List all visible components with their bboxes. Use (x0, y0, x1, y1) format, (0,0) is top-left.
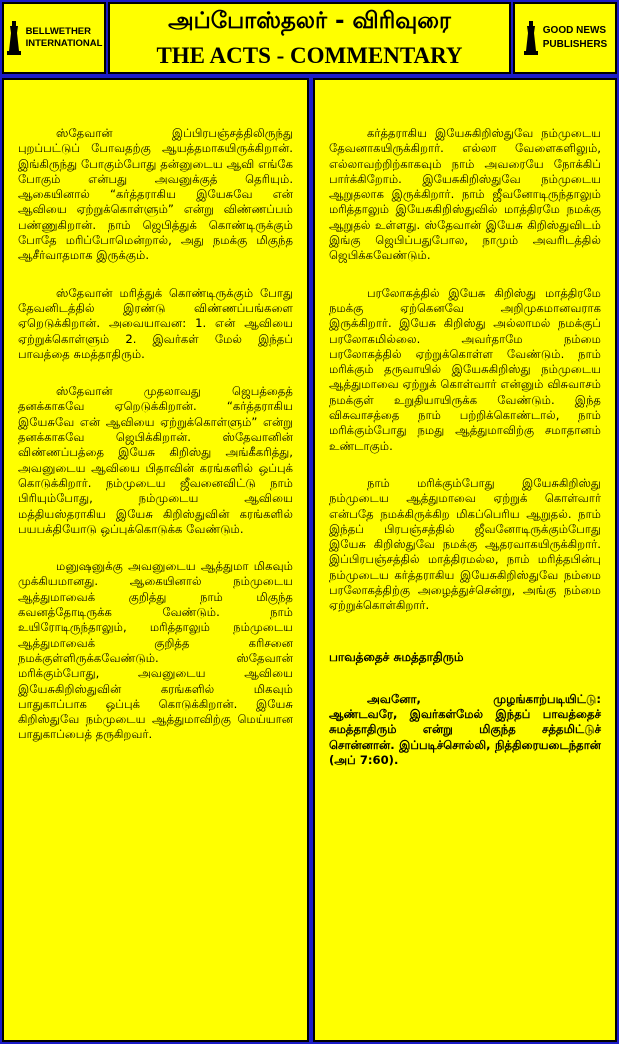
paragraph: ஸ்தேவான் மரித்துக் கொண்டிருக்கும் போது தேவனிடத்தில் இரண்டு விண்ணப்பங்களை ஏறெடுக்கிறான். அவையாவன: 1. என் ஆவியை ஏற்றுக்கொள்ளும் 2. இவர்கள் மேல் இந்தப் பாவத்தை சுமத்தாதிரும். (18, 285, 293, 361)
right-column (313, 78, 617, 1042)
bellwether-logo-text (26, 26, 103, 50)
left-column (2, 78, 309, 1042)
paragraph: நாம் மரிக்கும்போது இயேசுகிறிஸ்து நம்முடைய ஆத்துமாவை ஏற்றுக் கொள்வார் என்பதே நமக்கிருக்கிற மிகப்பெரிய ஆறுதல். நாம் இந்தப் பிரபஞ்சத்தில் ஜீவனோடிருக்கும்போது இயேசு கிறிஸ்துவே நமக்கு ஆதரவாகயிருக்கிறார். இப்பிரபஞ்சத்தில் மாத்திரமல்ல, நாம் மரித்தபின்பு நம்முடைய கர்த்தராகிய இயேசுகிறிஸ்துவே நம்மை பரலோகத்திற்கு அழைத்துச்சென்று, அங்கு நம்மை ஏற்றுக்கொள்கிறார். (329, 475, 601, 613)
scripture-quote: அவனோ, முழங்காற்படியிட்டு: ஆண்டவரே, இவர்கள்மேல் இந்தப் பாவத்தைச் சுமத்தாதிரும் என்று மிகுந்த சத்தமிட்டுச் சொன்னான். இப்படிச்சொல்லி, நித்திரையடைந்தான் (அப் 7:60). (329, 691, 601, 767)
logo-line2: PUBLISHERS (542, 39, 608, 50)
logo-line1: BELLWETHER (25, 26, 92, 37)
bellwether-logo (2, 2, 106, 74)
content-area (2, 78, 617, 1042)
tower-icon (6, 21, 22, 55)
section-heading: பாவத்தைச் சுமத்தாதிரும் (329, 649, 464, 664)
paragraph: மனுஷனுக்கு அவனுடைய ஆத்துமா மிகவும் முக்கியமானது. ஆகையினால் நம்முடைய ஆத்துமாவைக் குறித்து நாம் மிகுந்த கவனத்தோடிருக்க வேண்டும். நாம் உயிரோடிருந்தாலும், மரித்தாலும் நம்முடைய ஆத்துமாவைக் குறித்த கரிசனை நமக்குள்ளிருக்கவேண்டும். ஸ்தேவான் மரிக்கும்போது, அவனுடைய ஆவியை இயேசுகிறிஸ்துவின் கரங்களில் மிகவும் பாதுகாப்பாக ஒப்புக் கொடுக்கிறான். இயேசு கிறிஸ்துவே நம்முடைய ஆத்துமாவிற்கு மெய்யான பாதுகாப்பைத் தருகிறவர். (18, 559, 293, 742)
logo-line2: INTERNATIONAL (25, 38, 103, 49)
paragraph: ஸ்தேவான் இப்பிரபஞ்சத்திலிருந்து புறப்பட்டுப் போவதற்கு ஆயத்தமாகயிருக்கிறான். இங்கிருந்து போகும்போது தன்னுடைய ஆவி எங்கே போகும் என்பது அவனுக்குத் தெரியும். ஆகையினால் “கர்த்தராகிய இயேசுவே என் ஆவியை ஏற்றுக்கொள்ளும்” என்று விண்ணப்பம் பண்ணுகிறான். நாம் ஜெபித்துக் கொண்டிருக்கும் போதே மரிப்போமென்றால், அது நமக்கு மிகுந்த ஆசீர்வாதமாக இருக்கும். (18, 126, 293, 263)
logo-line1: GOOD NEWS (542, 25, 607, 36)
paragraph: கர்த்தராகிய இயேசுகிறிஸ்துவே நம்முடைய தேவனாகயிருக்கிறார். எல்லா வேளைகளிலும், எல்லாவற்றிற்காகவும் நாம் அவரையே நோக்கிப் பார்க்கிறோம். இயேசுகிறிஸ்துவே நம்முடைய ஆறுதலாக இருக்கிறார். நாம் ஜீவனோடிருந்தாலும் மரித்தாலும் இயேசுகிறிஸ்துவில் மாத்திரமே நமக்கு ஆறுதல் உள்ளது. ஸ்தேவான் இயேசு கிறிஸ்துவிடம் இங்கு ஜெபிப்பதுபோல, நாமும் அவரிடத்தில் ஜெபிக்கவேண்டும். (329, 126, 601, 263)
good-news-logo-text (543, 24, 607, 52)
page-title-english: THE ACTS - COMMENTARY (156, 42, 463, 68)
good-news-logo (513, 2, 617, 74)
paragraph: ஸ்தேவான் முதலாவது ஜெபத்தைத் தனக்காகவே ஏறெடுக்கிறான். “கர்த்தராகிய இயேசுவே என் ஆவியை ஏற்றுக்கொள்ளும்” என்று தனக்காகவே ஜெபிக்கிறான். ஸ்தேவானின் விண்ணப்பத்தை இயேசு கிறிஸ்து அங்கீகரித்து, அவனுடைய ஆவியை பிதாவின் கரங்களில் ஒப்புக் கொடுக்கிறார். நம்முடைய ஜீவனைவிட்டு நாம் பிரியும்போது, நம்முடைய ஆவியை மத்தியஸ்தராகிய இயேசு கிறிஸ்துவின் கரங்களில் பயபக்தியோடு ஒப்புக்கொடுக்க வேண்டும். (18, 384, 293, 536)
title-box (108, 2, 511, 74)
header (2, 2, 617, 74)
paragraph: பரலோகத்தில் இயேசு கிறிஸ்து மாத்திரமே நமக்கு ஏற்கெனவே அறிமுகமானவராக இருக்கிறார். இயேசு கிறிஸ்து அல்லாமல் நமக்குப் பரலோகமில்லை. அவர்தாமே நம்மை பரலோகத்தில் ஏற்றுக்கொள்ள வேண்டும். நாம் மரிக்கும் தருவாயில் இயேசுகிறிஸ்து நம்முடைய ஆத்துமாவை ஏற்றுக் கொள்வார் என்னும் விசுவாசம் நமக்குள் உறுதியாயிருக்க வேண்டும். இந்த விசுவாசத்தை நாம் பற்றிக்கொண்டால், நாம் மரிக்கும்போது நமது ஆத்துமாவிற்கு சமாதானம் உண்டாகும். (329, 285, 601, 453)
tower-icon (523, 21, 539, 55)
page-title-tamil: அப்போஸ்தலர் - விரிவுரை (168, 7, 451, 34)
